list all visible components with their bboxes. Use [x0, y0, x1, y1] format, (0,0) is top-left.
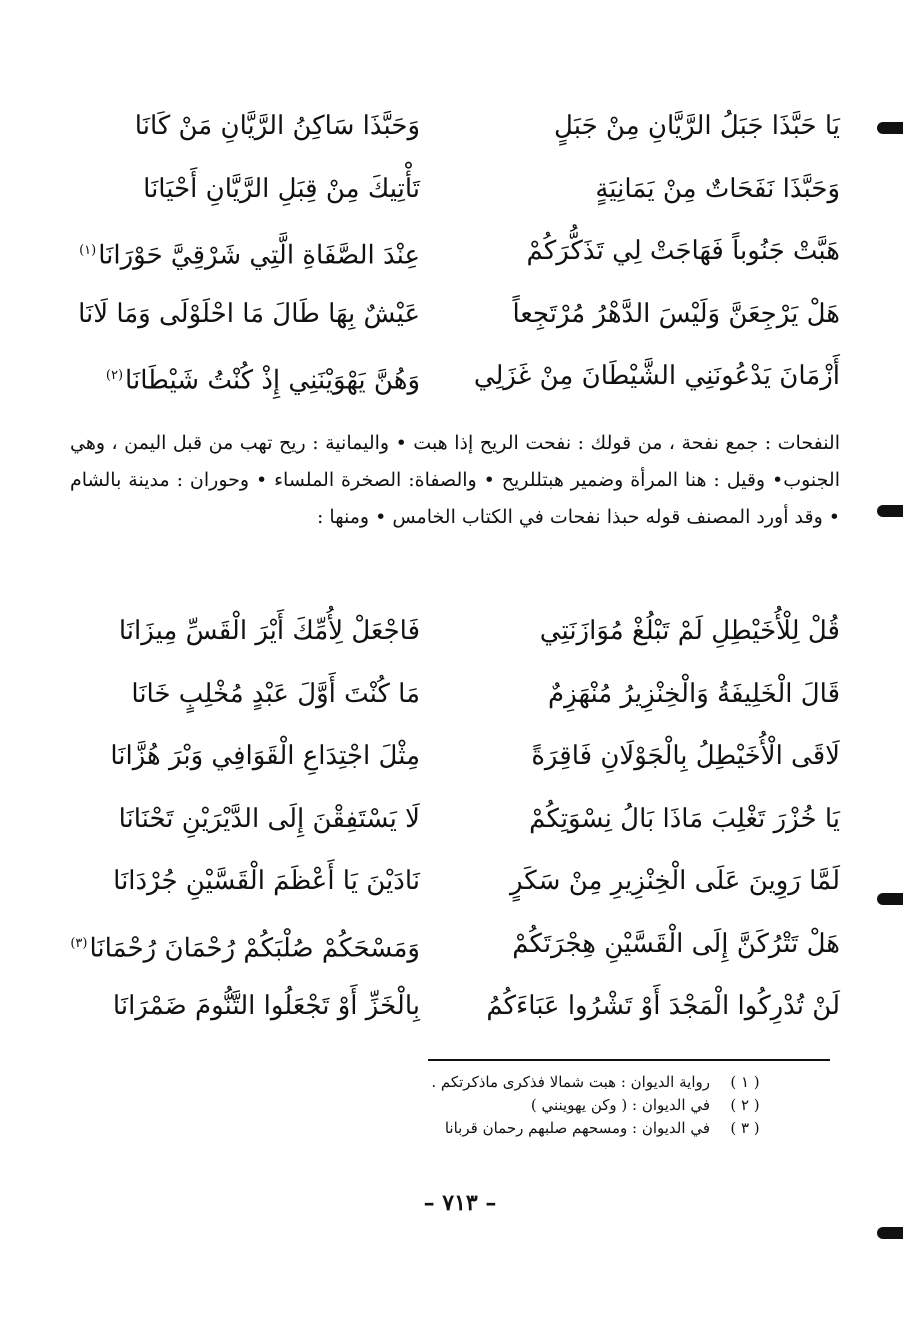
verse-line: [70, 283, 840, 346]
verse-line: [70, 600, 840, 663]
verse-line: [70, 345, 840, 408]
footnote-text: في الديوان : ( وكن يهوينني ): [530, 1096, 710, 1114]
verse-line: [70, 158, 840, 221]
first-hemistich: يَا حَبَّذَا جَبَلُ الرَّيَّانِ مِنْ جَبَلٍ: [554, 111, 840, 141]
second-hemistich: [70, 95, 420, 157]
second-hemistich: [70, 283, 420, 345]
edge-mark: [877, 893, 903, 905]
verse-line: [70, 725, 840, 788]
hemistich-text: وَمَسْحَكُمْ صُلْبَكُمْ رُحْمَانَ رُحْمَانَا: [89, 933, 420, 964]
footnote-item: [260, 1094, 780, 1117]
footnote-ref: (٣): [70, 935, 88, 951]
verse-line: [70, 850, 840, 913]
second-hemistich: [70, 220, 420, 282]
footnote-text: رواية الديوان : هبت شمالا فذكرى ماذكرتكم .: [431, 1073, 710, 1091]
first-hemistich: هَلْ تَتْرُكَنَّ إِلَى الْقَسَّيْنِ هِجْرَتَكُمْ: [512, 928, 840, 959]
footnote-number: ( ٢ ): [730, 1096, 760, 1114]
first-hemistich: لَنْ تُدْرِكُوا الْمَجْدَ أَوْ تَشْرُوا عَبَاءَكُمُ: [486, 991, 840, 1021]
second-hemistich: [70, 913, 420, 975]
first-hemistich: قُلْ لِلْأُخَيْطِلِ لَمْ تَبْلُغْ مُوَازَنَتِي: [539, 616, 840, 646]
first-hemistich: قَالَ الْخَلِيفَةُ وَالْخِنْزِيرُ مُنْهَزِمٌ: [548, 678, 840, 709]
hemistich-text: مِثْلَ اجْتِدَاعِ الْقَوَافِي وَبْرَ هُزَّانَا: [110, 741, 420, 771]
second-hemistich: [70, 158, 420, 220]
first-hemistich: وَحَبَّذَا نَفَحَاتٌ مِنْ يَمَانِيَةٍ: [595, 173, 840, 204]
hemistich-text: بِالْخَزِّ أَوْ تَجْعَلُوا التَّنُّومَ ضَمْرَانَا: [112, 991, 420, 1021]
hemistich-text: عِنْدَ الصَّفَاةِ الَّتِي شَرْقِيَّ حَوْرَانَا: [98, 240, 420, 271]
footnote-item: [260, 1117, 780, 1140]
first-hemistich: لَاقَى الْأُخَيْطِلُ بِالْجَوْلَانِ فَاقِرَةً: [531, 741, 840, 771]
footnote-divider: [428, 1059, 830, 1061]
poem-section-2: [70, 600, 840, 1038]
verse-line: [70, 975, 840, 1038]
footnote-text: في الديوان : ومسحهم صلبهم رحمان قربانا: [444, 1119, 710, 1137]
verse-line: [70, 788, 840, 851]
footnote-item: [260, 1071, 780, 1094]
first-hemistich: لَمَّا رَوِينَ عَلَى الْخِنْزِيرِ مِنْ سَكَرٍ: [509, 866, 840, 896]
hemistich-text: عَيْشٌ بِهَا طَالَ مَا احْلَوْلَى وَمَا لَانَا: [78, 298, 420, 329]
poem-section-1: [70, 95, 840, 408]
edge-mark: [877, 1227, 903, 1239]
verse-line: [70, 220, 840, 283]
hemistich-text: وَهُنَّ يَهْوَيْنَنِي إِذْ كُنْتُ شَيْطَانَا: [125, 365, 420, 396]
hemistich-text: تَأْتِيكَ مِنْ قِبَلِ الرَّيَّانِ أَحْيَانَا: [143, 173, 420, 204]
footnote-ref: (١): [79, 243, 97, 258]
second-hemistich: [70, 975, 420, 1037]
first-hemistich: هَلْ يَرْجِعَنَّ وَلَيْسَ الدَّهْرُ مُرْتَجِعاً: [512, 298, 840, 329]
first-hemistich: أَزْمَانَ يَدْعُونَنِي الشَّيْطَانَ مِنْ غَزَلِي: [473, 361, 840, 391]
verse-line: [70, 663, 840, 726]
first-hemistich: هَبَّتْ جَنُوباً فَهَاجَتْ لِي تَذَكُّرَكُمْ: [526, 236, 840, 266]
hemistich-text: فَاجْعَلْ لِأُمِّكَ أَيْرَ الْقَسِّ مِيزَانَا: [118, 616, 420, 646]
edge-mark: [877, 505, 903, 517]
hemistich-text: لَا يَسْتَفِقْنَ إِلَى الدَّيْرَيْنِ تَحْنَانَا: [118, 803, 420, 834]
second-hemistich: [70, 600, 420, 662]
second-hemistich: [70, 345, 420, 407]
second-hemistich: [70, 663, 420, 725]
hemistich-text: وَحَبَّذَا سَاكِنُ الرَّيَّانِ مَنْ كَانَا: [134, 111, 420, 141]
footnote-number: ( ١ ): [730, 1073, 760, 1091]
verse-line: [70, 95, 840, 158]
second-hemistich: [70, 788, 420, 850]
second-hemistich: [70, 850, 420, 912]
footnotes: [260, 1071, 780, 1140]
verse-line: [70, 913, 840, 976]
second-hemistich: [70, 725, 420, 787]
footnote-ref: (٢): [105, 368, 124, 383]
page-number: – ٧١٣ –: [423, 1190, 497, 1216]
hemistich-text: مَا كُنْتَ أَوَّلَ عَبْدٍ مُخْلِبٍ خَانَا: [131, 678, 420, 709]
hemistich-text: نَادَيْنَ يَا أَعْظَمَ الْقَسَّيْنِ جُرْدَانَا: [113, 866, 420, 896]
edge-mark: [877, 122, 903, 134]
commentary-paragraph: النفحات : جمع نفحة ، من قولك : نفحت الريح إذا هبت • واليمانية : ريح تهب من قبل اليمن ، وهي الجنوب• وقيل : هنا المرأة وضمير هبتللريح • والصفاة: الصخرة الملساء • وحوران : مدينة بالشام • وقد أورد المصنف قوله حبذا نفحات في الكتاب الخامس • ومنها :: [70, 432, 840, 528]
first-hemistich: يَا خُزْرَ تَغْلِبَ مَاذَا بَالُ نِسْوَتِكُمْ: [529, 803, 840, 834]
footnote-number: ( ٣ ): [730, 1119, 760, 1137]
